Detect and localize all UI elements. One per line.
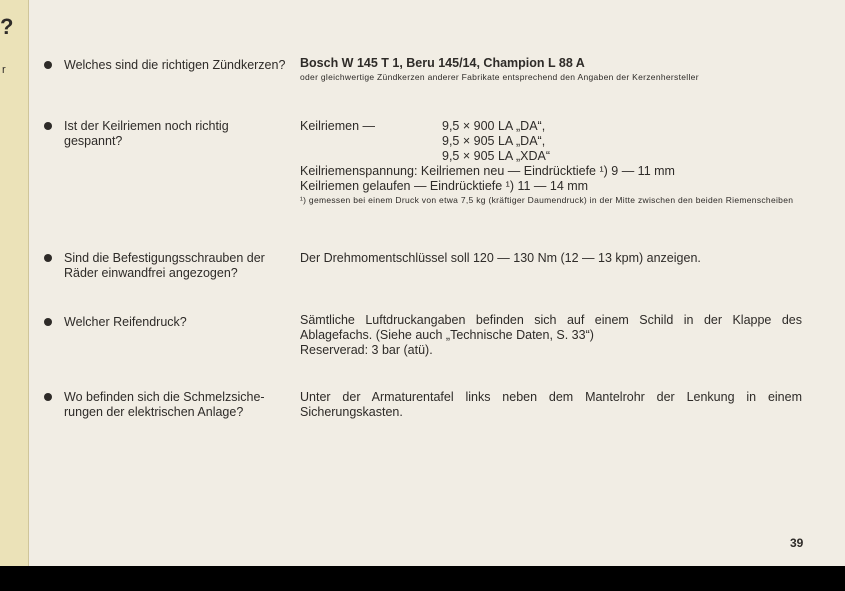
bullet-icon	[44, 393, 52, 401]
question-line: gespannt?	[64, 134, 123, 148]
belt-block	[300, 119, 802, 164]
bullet-icon	[44, 122, 52, 130]
tension-used: Keilriemen gelaufen — Eindrücktiefe ¹) 11 — 14 mm	[300, 179, 589, 193]
spare-wheel: Reserverad: 3 bar (atü).	[300, 343, 433, 357]
question-line: Sind die Befestigungsschrauben der	[64, 251, 265, 265]
answer-1	[300, 56, 802, 84]
belt-size: 9,5 × 900 LA „DA“,	[442, 119, 546, 133]
question-line: Ist der Keilriemen noch richtig	[64, 119, 229, 133]
question-line: Räder einwandfrei angezogen?	[64, 266, 238, 280]
answer-2	[300, 119, 802, 207]
answer-5: Unter der Armaturentafel links neben dem Mantelrohr der Lenkung in einem Sicherungskasten.	[300, 390, 802, 419]
prev-page-letter: r	[2, 64, 6, 76]
bullet-icon	[44, 61, 52, 69]
question-line: rungen der elektrischen Anlage?	[64, 405, 244, 419]
question-4: Welcher Reifendruck?	[64, 315, 187, 329]
bullet-icon	[44, 318, 52, 326]
question-2	[64, 119, 289, 149]
prev-page-mark: ?	[0, 14, 14, 39]
answer-4	[300, 313, 802, 358]
footnote: ¹) gemessen bei einem Druck von etwa 7,5 kg (kräftiger Daumendruck) in der Mitte zwischen den beiden Riemenscheiben	[300, 195, 794, 205]
belt-label: Keilriemen —	[300, 119, 376, 133]
spark-plugs-note: oder gleichwertige Zündkerzen anderer Fabrikate entsprechend den Angaben der Kerzenhersteller	[300, 72, 699, 82]
tension-new: Keilriemenspannung: Keilriemen neu — Eindrücktiefe ¹) 9 — 11 mm	[300, 164, 675, 178]
page-number: 39	[790, 536, 804, 550]
answer-3: Der Drehmomentschlüssel soll 120 — 130 Nm (12 — 13 kpm) anzeigen.	[300, 251, 701, 265]
question-1: Welches sind die richtigen Zündkerzen?	[64, 58, 286, 72]
previous-page-edge	[0, 0, 29, 566]
belt-size: 9,5 × 905 LA „XDA“	[442, 149, 551, 163]
question-line: Wo befinden sich die Schmelzsiche-	[64, 390, 265, 404]
bullet-icon	[44, 254, 52, 262]
spark-plugs: Bosch W 145 T 1, Beru 145/14, Champion L 88 A	[300, 56, 585, 70]
question-3	[64, 251, 289, 281]
belt-size: 9,5 × 905 LA „DA“,	[442, 134, 546, 148]
answer-text: Sämtliche Luftdruckangaben befinden sich auf einem Schild in der Klappe des Ablagefachs. (Siehe auch „Technische Daten, S. 33“)	[300, 313, 802, 342]
question-5	[64, 390, 289, 420]
